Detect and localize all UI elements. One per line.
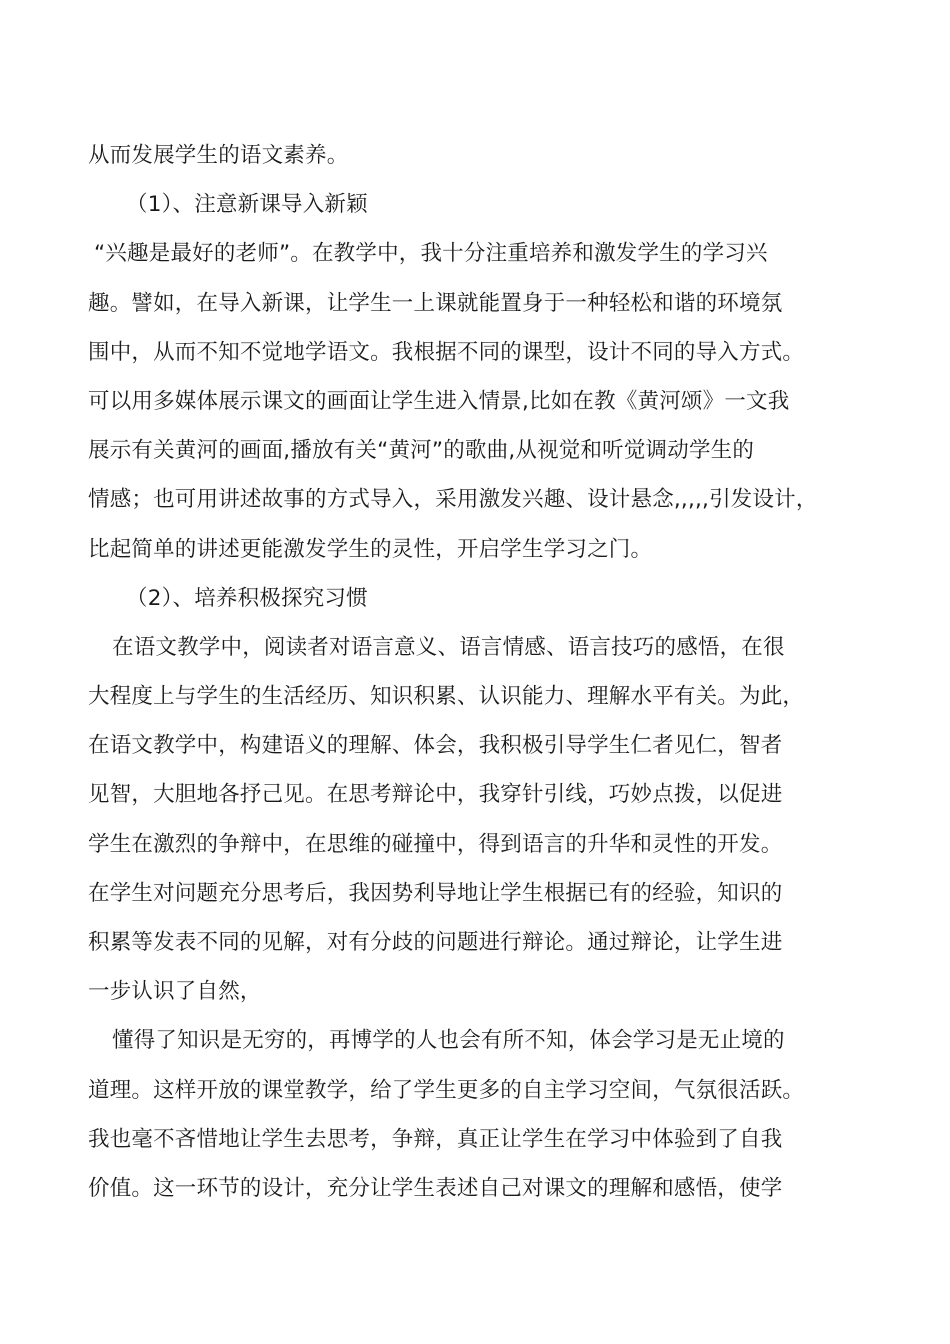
paragraph-line: 围中，从而不知不觉地学语文。我根据不同的课型，设计不同的导入方式。	[88, 339, 805, 365]
paragraph-line: 懂得了知识是无穷的，再博学的人也会有所不知，体会学习是无止境的	[112, 1028, 785, 1054]
paragraph-line: 在语文教学中，构建语义的理解、体会，我积极引导学生仁者见仁，智者	[88, 733, 783, 759]
paragraph-line: 我也毫不吝惜地让学生去思考，争辩，真正让学生在学习中体验到了自我	[88, 1126, 783, 1152]
paragraph-line: 比起简单的讲述更能激发学生的灵性，开启学生学习之门。	[88, 536, 653, 562]
paragraph-line: 积累等发表不同的见解，对有分歧的问题进行辩论。通过辩论，让学生进	[88, 930, 783, 955]
paragraph-line: 在学生对问题充分思考后，我因势利导地让学生根据已有的经验，知识的	[88, 880, 783, 906]
body-text-line: 从而发展学生的语文素养。	[88, 143, 349, 168]
document-body	[88, 131, 878, 1213]
paragraph-line: 可以用多媒体展示课文的画面让学生进入情景,比如在教《黄河颂》一文我	[88, 388, 790, 414]
paragraph-line: 展示有关黄河的画面,播放有关“黄河”的歌曲,从视觉和听觉调动学生的	[88, 438, 755, 464]
paragraph-line: 趣。譬如，在导入新课，让学生一上课就能置身于一种轻松和谐的环境氛	[88, 290, 783, 316]
paragraph-line: 价值。这一环节的设计，充分让学生表述自己对课文的理解和感悟，使学	[88, 1175, 783, 1201]
paragraph-line: 大程度上与学生的生活经历、知识积累、认识能力、理解水平有关。为此，	[88, 684, 805, 710]
paragraph-line: 情感；也可用讲述故事的方式导入，采用激发兴趣、设计悬念,,,,,引发设计，	[88, 487, 818, 513]
paragraph-line: 在语文教学中，阅读者对语言意义、语言情感、语言技巧的感悟，在很	[112, 634, 785, 660]
paragraph-line: 见智，大胆地各抒己见。在思考辩论中，我穿针引线，巧妙点拨，以促进	[88, 782, 783, 808]
section-heading-2: （2）、培养积极探究习惯	[126, 585, 368, 611]
paragraph-line: “兴趣是最好的老师”。在教学中，我十分注重培养和激发学生的学习兴	[94, 241, 768, 267]
paragraph-line: 道理。这样开放的课堂教学，给了学生更多的自主学习空间，气氛很活跃。	[88, 1077, 805, 1103]
paragraph-line: 学生在激烈的争辩中，在思维的碰撞中，得到语言的升华和灵性的开发。	[88, 831, 783, 857]
paragraph-line: 一步认识了自然，	[88, 979, 262, 1005]
section-heading-1: （1）、注意新课导入新颖	[126, 192, 368, 218]
